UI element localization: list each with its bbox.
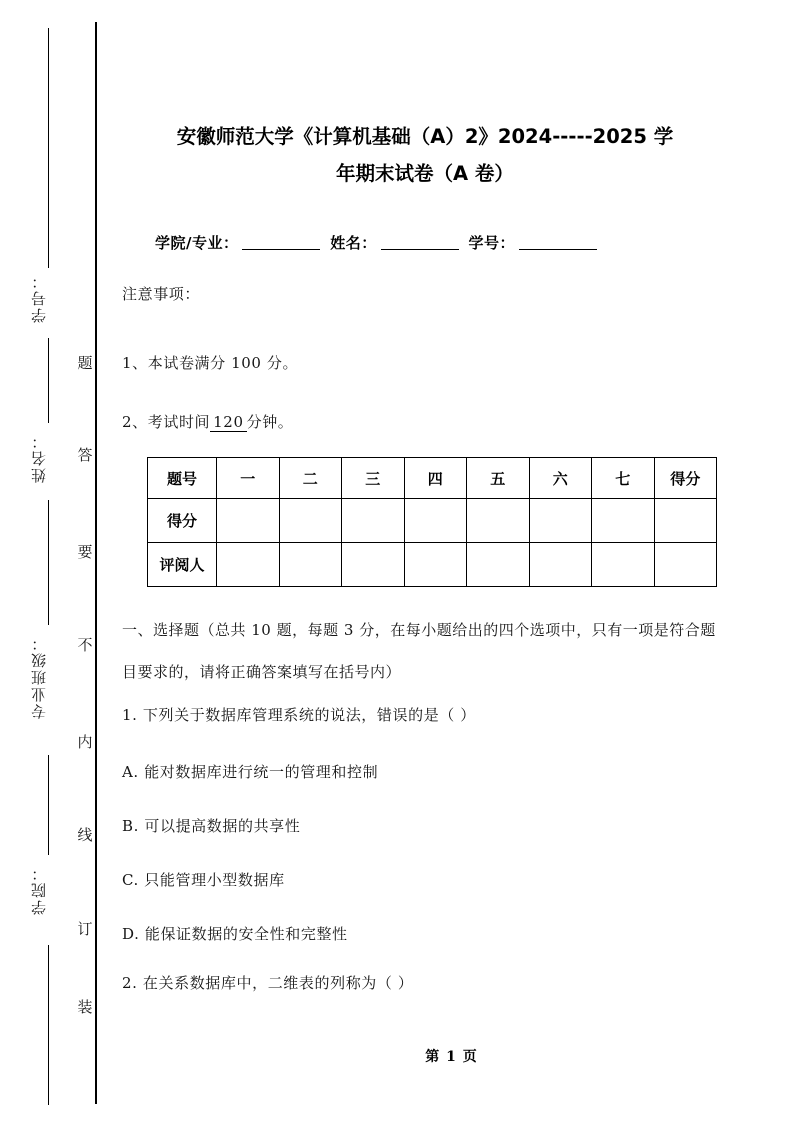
question-1-option-c-key: C.	[122, 871, 139, 889]
question-1-option-c[interactable]	[122, 869, 285, 890]
score-table-header-label: 题号	[148, 458, 217, 499]
score-table-header-total: 得分	[654, 458, 717, 499]
binding-outer-rule-seg-4	[48, 755, 49, 855]
reviewer-cell-3[interactable]	[342, 543, 405, 587]
score-cell-total[interactable]	[654, 499, 717, 543]
score-table-header-5: 五	[467, 458, 530, 499]
reviewer-cell-2[interactable]	[279, 543, 342, 587]
notice-item-1: 1、本试卷满分 100 分。	[122, 354, 299, 372]
page-footer: 第 1 页	[425, 1049, 478, 1065]
question-1-option-d-text: 能保证数据的安全性和完整性	[144, 925, 348, 943]
binding-outer-rule-seg-1	[48, 28, 49, 268]
binding-char-nei: 内	[77, 733, 93, 751]
question-2-stem	[122, 972, 413, 993]
binding-label-student-id: 学号：	[30, 272, 48, 323]
question-1-option-a[interactable]	[122, 761, 378, 782]
score-table-header-6: 六	[529, 458, 592, 499]
question-1-text: 下列关于数据库管理系统的说法，错误的是（ ）	[142, 706, 476, 724]
score-table-header-3: 三	[342, 458, 405, 499]
question-1-option-b-key: B.	[122, 817, 139, 835]
score-cell-2[interactable]	[279, 499, 342, 543]
binding-char-ding: 订	[77, 920, 93, 938]
score-cell-4[interactable]	[404, 499, 467, 543]
table-row	[148, 499, 717, 543]
binding-char-ti: 题	[77, 354, 93, 372]
page-title-line-2: 年期末试卷（A 卷）	[336, 162, 514, 185]
notice-2-prefix: 2、考试时间	[122, 413, 211, 431]
question-1-option-c-text: 只能管理小型数据库	[144, 871, 285, 889]
binding-char-bu: 不	[77, 636, 93, 654]
question-1-option-b[interactable]	[122, 815, 300, 836]
reviewer-cell-6[interactable]	[529, 543, 592, 587]
question-1-option-b-text: 可以提高数据的共享性	[144, 817, 301, 835]
question-1-stem	[122, 704, 476, 725]
student-id-label: 学号：	[468, 234, 515, 252]
binding-label-class: 专业班级：	[30, 634, 48, 719]
identity-line	[155, 232, 601, 253]
reviewer-cell-5[interactable]	[467, 543, 530, 587]
page-title-line-1: 安徽师范大学《计算机基础（A）2》2024-----2025 学	[176, 125, 674, 148]
binding-char-yao: 要	[77, 543, 93, 561]
table-row	[148, 543, 717, 587]
college-major-label: 学院/专业：	[155, 234, 239, 252]
binding-outer-rule-seg-5	[48, 945, 49, 1105]
college-major-field[interactable]	[242, 249, 320, 250]
score-cell-5[interactable]	[467, 499, 530, 543]
reviewer-cell-4[interactable]	[404, 543, 467, 587]
reviewer-cell-1[interactable]	[217, 543, 280, 587]
reviewer-cell-total[interactable]	[654, 543, 717, 587]
section-1-intro: 一、选择题（总共 10 题，每题 3 分，在每小题给出的四个选项中，只有一项是符合题目要求的，请将正确答案填写在括号内）	[122, 621, 716, 681]
question-1-option-d-key: D.	[122, 925, 140, 943]
score-table-header-2: 二	[279, 458, 342, 499]
question-1-option-d[interactable]	[122, 923, 348, 944]
score-cell-6[interactable]	[529, 499, 592, 543]
notice-2-suffix: 分钟。	[246, 413, 294, 431]
exam-duration-value: 120	[210, 413, 246, 432]
name-field[interactable]	[381, 249, 459, 250]
score-cell-7[interactable]	[592, 499, 655, 543]
name-label: 姓名：	[330, 234, 377, 252]
question-1-option-a-text: 能对数据库进行统一的管理和控制	[144, 763, 379, 781]
score-table-header-7: 七	[592, 458, 655, 499]
reviewer-cell-7[interactable]	[592, 543, 655, 587]
score-row-label: 得分	[148, 499, 217, 543]
binding-outer-rule-seg-3	[48, 500, 49, 625]
score-table-header-1: 一	[217, 458, 280, 499]
question-2-text: 在关系数据库中，二维表的列称为（ ）	[142, 974, 414, 992]
binding-char-xian: 线	[77, 826, 93, 844]
score-cell-1[interactable]	[217, 499, 280, 543]
binding-char-da: 答	[77, 446, 93, 464]
question-1-option-a-key: A.	[122, 763, 139, 781]
notices-heading: 注意事项：	[122, 285, 201, 303]
score-table	[147, 457, 717, 587]
binding-label-name: 姓名：	[30, 432, 48, 483]
question-2-number: 2.	[122, 974, 138, 992]
question-1-number: 1.	[122, 706, 138, 724]
binding-char-zhuang: 装	[77, 998, 93, 1016]
student-id-field[interactable]	[519, 249, 597, 250]
reviewer-row-label: 评阅人	[148, 543, 217, 587]
binding-margin	[0, 0, 110, 1122]
notice-item-2	[122, 411, 293, 432]
page-title	[125, 118, 725, 192]
score-table-header-row	[148, 458, 717, 499]
exam-sheet	[110, 0, 793, 1122]
binding-outer-rule-seg-2	[48, 338, 49, 423]
binding-solid-rule	[95, 22, 97, 1104]
score-cell-3[interactable]	[342, 499, 405, 543]
binding-label-college: 学院：	[30, 864, 48, 915]
score-table-header-4: 四	[404, 458, 467, 499]
